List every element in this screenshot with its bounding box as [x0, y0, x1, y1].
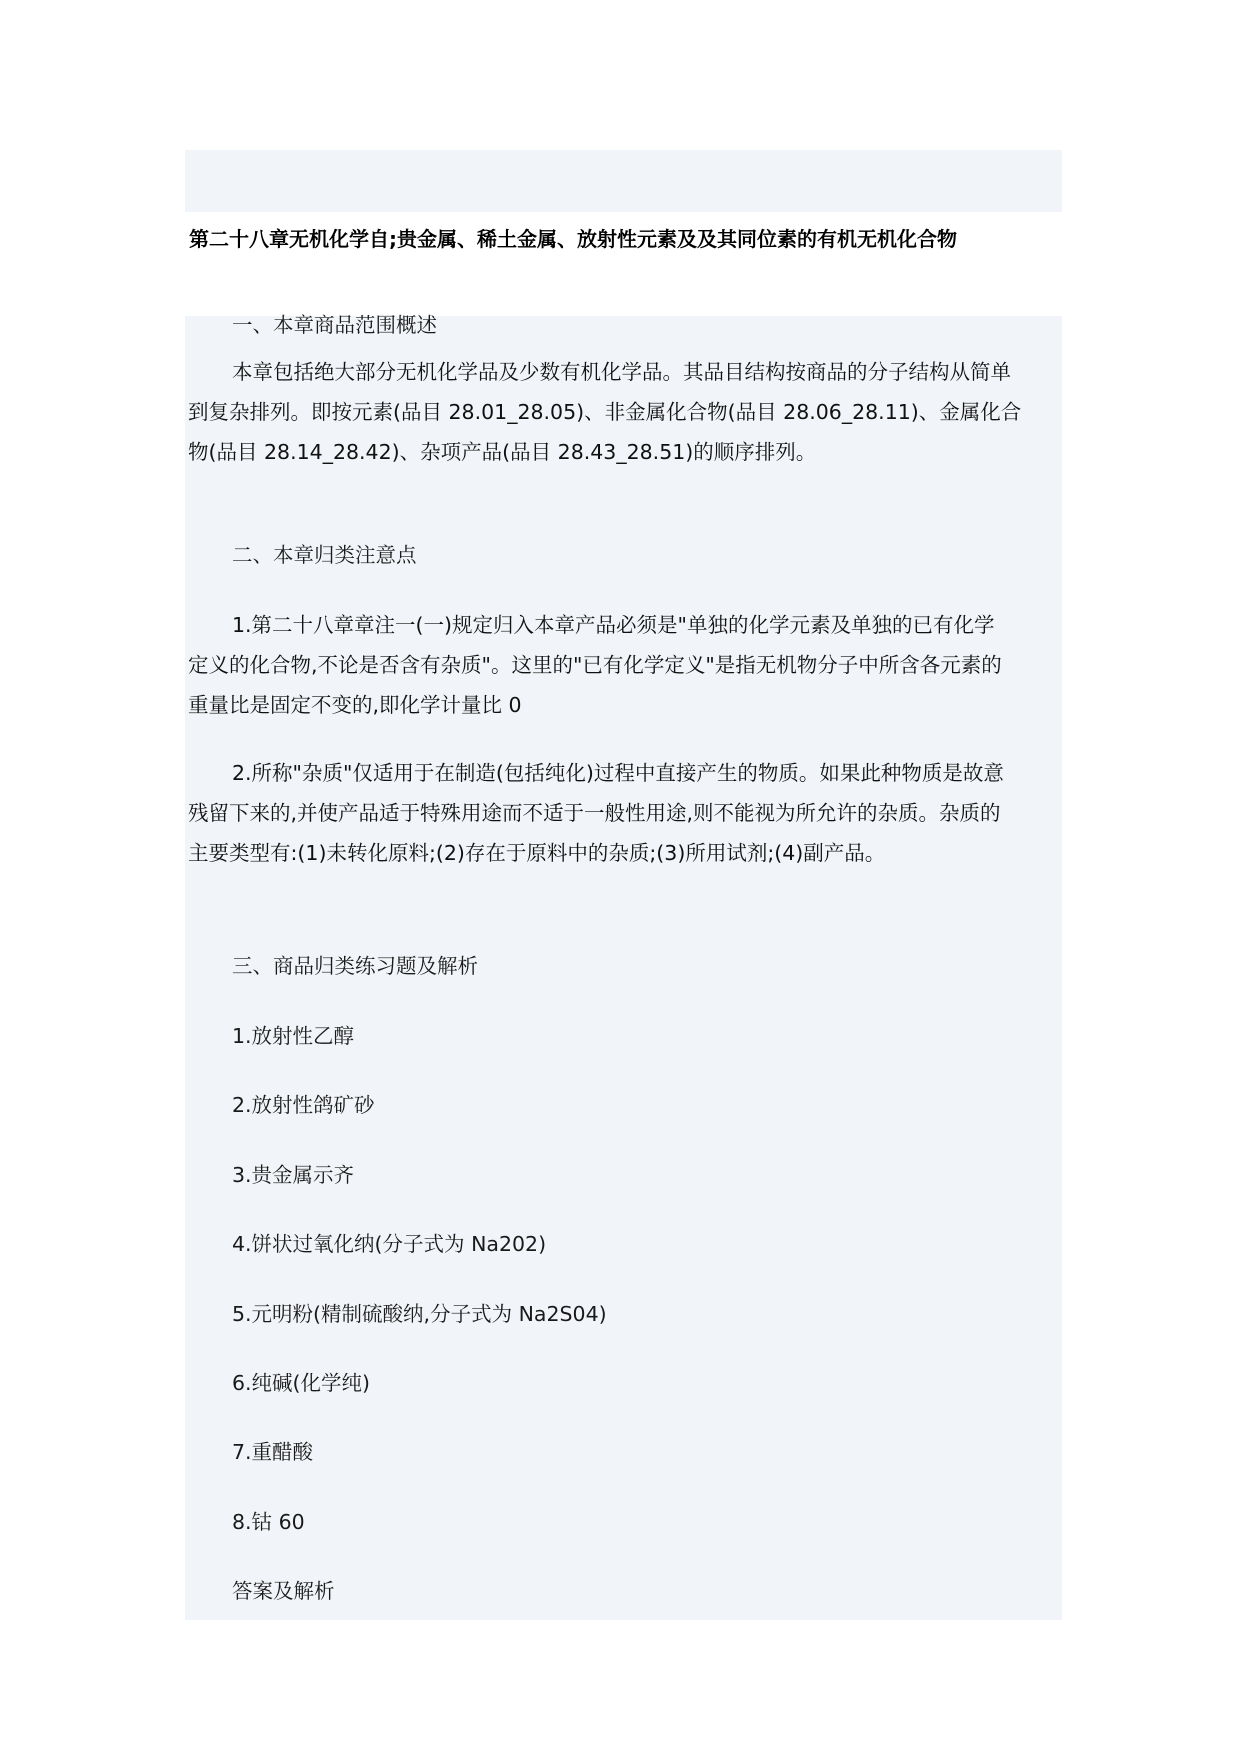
exercise-item: 2.放射性鸽矿砂 — [232, 1093, 375, 1117]
paragraph-line: 1.第二十八章章注一(一)规定归入本章产品必须是"单独的化学元素及单独的已有化学 — [232, 613, 995, 637]
exercise-item: 8.钴 60 — [232, 1510, 305, 1534]
paragraph-line: 到复杂排列。即按元素(品目 28.01_28.05)、非金属化合物(品目 28.06_28.11)、金属化合 — [188, 400, 1022, 424]
chapter-title: 第二十八章无机化学自;贵金属、稀土金属、放射性元素及及其同位素的有机无机化合物 — [189, 227, 957, 251]
top-band — [185, 150, 1062, 212]
exercise-item: 3.贵金属示齐 — [232, 1163, 355, 1187]
section2-paragraph-1 — [188, 605, 1058, 725]
paragraph-line: 主要类型有:(1)未转化原料;(2)存在于原料中的杂质;(3)所用试剂;(4)副产品。 — [188, 841, 886, 865]
paragraph-line: 本章包括绝大部分无机化学品及少数有机化学品。其品目结构按商品的分子结构从简单 — [232, 360, 1011, 384]
exercise-item: 6.纯碱(化学纯) — [232, 1371, 371, 1395]
paragraph-line: 定义的化合物,不论是否含有杂质"。这里的"已有化学定义"是指无机物分子中所含各元素的 — [188, 653, 1002, 677]
paragraph-line: 重量比是固定不变的,即化学计量比 0 — [188, 693, 522, 717]
paragraph-line: 2.所称"杂质"仅适用于在制造(包括纯化)过程中直接产生的物质。如果此种物质是故意 — [232, 761, 1004, 785]
section2-heading: 二、本章归类注意点 — [232, 543, 417, 567]
section1-paragraph — [188, 352, 1058, 472]
section1-heading: 一、本章商品范围概述 — [232, 313, 437, 337]
exercise-item: 4.饼状过氧化纳(分子式为 Na202) — [232, 1232, 547, 1256]
exercise-item: 5.元明粉(精制硫酸纳,分子式为 Na2S04) — [232, 1302, 607, 1326]
exercise-item: 7.重醋酸 — [232, 1440, 314, 1464]
answer-heading: 答案及解析 — [232, 1579, 335, 1603]
paragraph-line: 物(品目 28.14_28.42)、杂项产品(品目 28.43_28.51)的顺序排列。 — [188, 440, 817, 464]
exercise-item: 1.放射性乙醇 — [232, 1024, 355, 1048]
paragraph-line: 残留下来的,并使产品适于特殊用途而不适于一般性用途,则不能视为所允许的杂质。杂质的 — [188, 801, 1001, 825]
section2-paragraph-2 — [188, 753, 1058, 873]
section3-heading: 三、商品归类练习题及解析 — [232, 954, 478, 978]
content-panel — [185, 313, 1062, 1620]
